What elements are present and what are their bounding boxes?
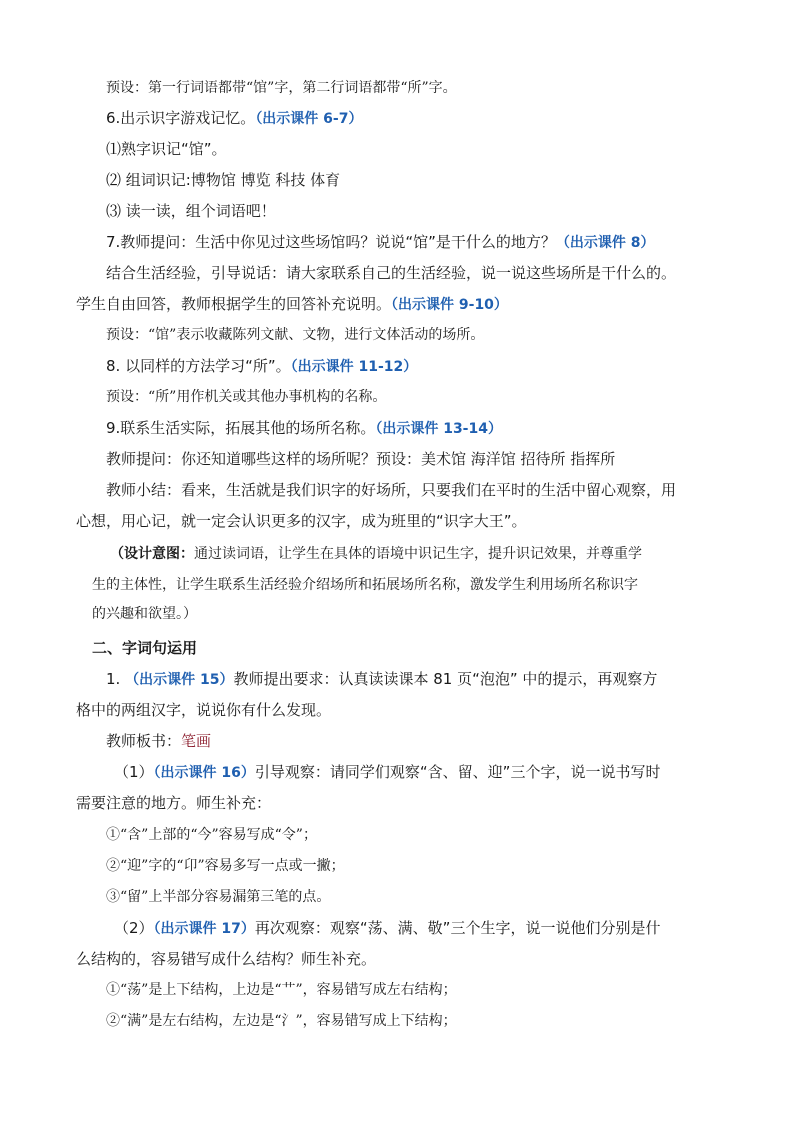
list-item — [106, 885, 330, 909]
paragraph-line — [106, 478, 676, 502]
courseware-ref: （出示课件 8） — [555, 235, 655, 251]
courseware-ref: （出示课件 11-12） — [290, 359, 418, 375]
paragraph-line — [106, 323, 484, 347]
paragraph-line — [106, 385, 386, 409]
line-text: 结合生活经验，引导说话：请大家联系自己的生活经验，说一说这些场所是干什么的。 — [106, 264, 677, 282]
paragraph-line — [114, 760, 660, 785]
paragraph-line — [76, 509, 527, 533]
line-text: 教师小结：看来，生活就是我们识字的好场所，只要我们在平时的生活中留心观察，用 — [106, 481, 677, 499]
line-text: ⑴熟字识记“馆”。 — [106, 140, 227, 158]
paragraph-line — [106, 667, 657, 692]
paragraph-line — [106, 447, 615, 471]
line-text: 预设：“所”用作机关或其他办事机构的名称。 — [106, 389, 387, 405]
heading-text: 二、字词句运用 — [92, 639, 198, 657]
design-intent-line — [92, 602, 197, 626]
courseware-ref: （出示课件 9-10） — [391, 297, 508, 313]
line-text: 教师提出要求：认真读读课本 81 页“泡泡” 中的提示，再观察方 — [233, 670, 658, 688]
courseware-ref: （出示课件 16） — [153, 765, 255, 781]
line-text: 预设：第一行词语都带“馆”字，第二行词语都带“所”字。 — [106, 80, 457, 96]
line-text: 教师板书： — [106, 732, 182, 750]
line-text: 9.联系生活实际，拓展其他的场所名称。 — [106, 419, 376, 437]
line-text: 生的主体性，让学生联系生活经验介绍场所和拓展场所名称，激发学生利用场所名称识字 — [92, 577, 638, 593]
design-intent-line — [92, 573, 638, 597]
board-writing: 笔画 — [181, 732, 212, 750]
design-intent-label: （设计意图： — [110, 546, 194, 562]
list-item — [106, 978, 457, 1002]
paragraph-line — [106, 199, 276, 223]
line-text: 再次观察：观察“荡、满、敬”三个生字，说一说他们分别是什 — [254, 919, 661, 937]
paragraph-line — [76, 292, 508, 317]
paragraph-line — [114, 916, 660, 941]
paragraph-line — [106, 261, 676, 285]
paragraph-line — [106, 137, 227, 161]
line-text: 通过读词语，让学生在具体的语境中识记生字，提升识记效果，并尊重学 — [194, 546, 642, 562]
line-text: 引导观察：请同学们观察“含、留、迎”三个字，说一说书写时 — [254, 763, 661, 781]
line-text: ①“荡”是上下结构，上边是“艹”，容易错写成左右结构； — [106, 982, 457, 998]
courseware-ref: （出示课件 17） — [153, 921, 255, 937]
item-number: （2） — [114, 919, 154, 937]
paragraph-line — [106, 106, 362, 131]
item-number: 1. — [106, 670, 126, 688]
paragraph-line — [106, 168, 340, 192]
courseware-ref: （出示课件 15） — [125, 672, 234, 688]
line-text: 心想，用心记，就一定会认识更多的汉字，成为班里的“识字大王”。 — [76, 512, 527, 530]
paragraph-line — [106, 230, 654, 255]
line-text: 格中的两组汉字，说说你有什么发现。 — [76, 701, 332, 719]
paragraph-line — [106, 729, 211, 753]
line-text: 预设：“馆”表示收藏陈列文献、文物，进行文体活动的场所。 — [106, 327, 485, 343]
line-text: ②“满”是左右结构，左边是“氵”，容易错写成上下结构； — [106, 1013, 457, 1029]
paragraph-line — [76, 698, 331, 722]
list-item — [106, 854, 345, 878]
section-heading — [92, 636, 197, 660]
line-text: 7.教师提问：生活中你见过这些场馆吗？说说“馆”是干什么的地方？ — [106, 233, 556, 251]
line-text: 教师提问：你还知道哪些这样的场所呢？预设：美术馆 海洋馆 招待所 指挥所 — [106, 450, 616, 468]
paragraph-line — [76, 947, 376, 971]
list-item — [106, 1009, 457, 1033]
courseware-ref: （出示课件 6-7） — [255, 111, 363, 127]
list-item — [106, 823, 317, 847]
line-text: ⑶ 读一读，组个词语吧！ — [106, 202, 276, 220]
design-intent-line — [110, 542, 642, 566]
line-text: ⑵ 组词识记:博物馆 博览 科技 体育 — [106, 171, 341, 189]
line-text: 6.出示识字游戏记忆。 — [106, 109, 256, 127]
paragraph-line — [106, 76, 457, 100]
item-number: （1） — [114, 763, 154, 781]
paragraph-line — [76, 791, 271, 815]
line-text: ①“含”上部的“今”容易写成“令”； — [106, 827, 317, 843]
line-text: 8. 以同样的方法学习“所”。 — [106, 357, 291, 375]
paragraph-line — [106, 354, 417, 379]
line-text: ②“迎”字的“卬”容易多写一点或一撇； — [106, 858, 345, 874]
paragraph-line — [106, 416, 502, 441]
line-text: 么结构的，容易错写成什么结构？师生补充。 — [76, 950, 377, 968]
courseware-ref: （出示课件 13-14） — [375, 421, 502, 437]
line-text: ③“留”上半部分容易漏第三笔的点。 — [106, 889, 331, 905]
line-text: 需要注意的地方。师生补充： — [76, 794, 272, 812]
line-text: 学生自由回答，教师根据学生的回答补充说明。 — [76, 295, 392, 313]
line-text: 的兴趣和欲望。） — [92, 606, 197, 622]
